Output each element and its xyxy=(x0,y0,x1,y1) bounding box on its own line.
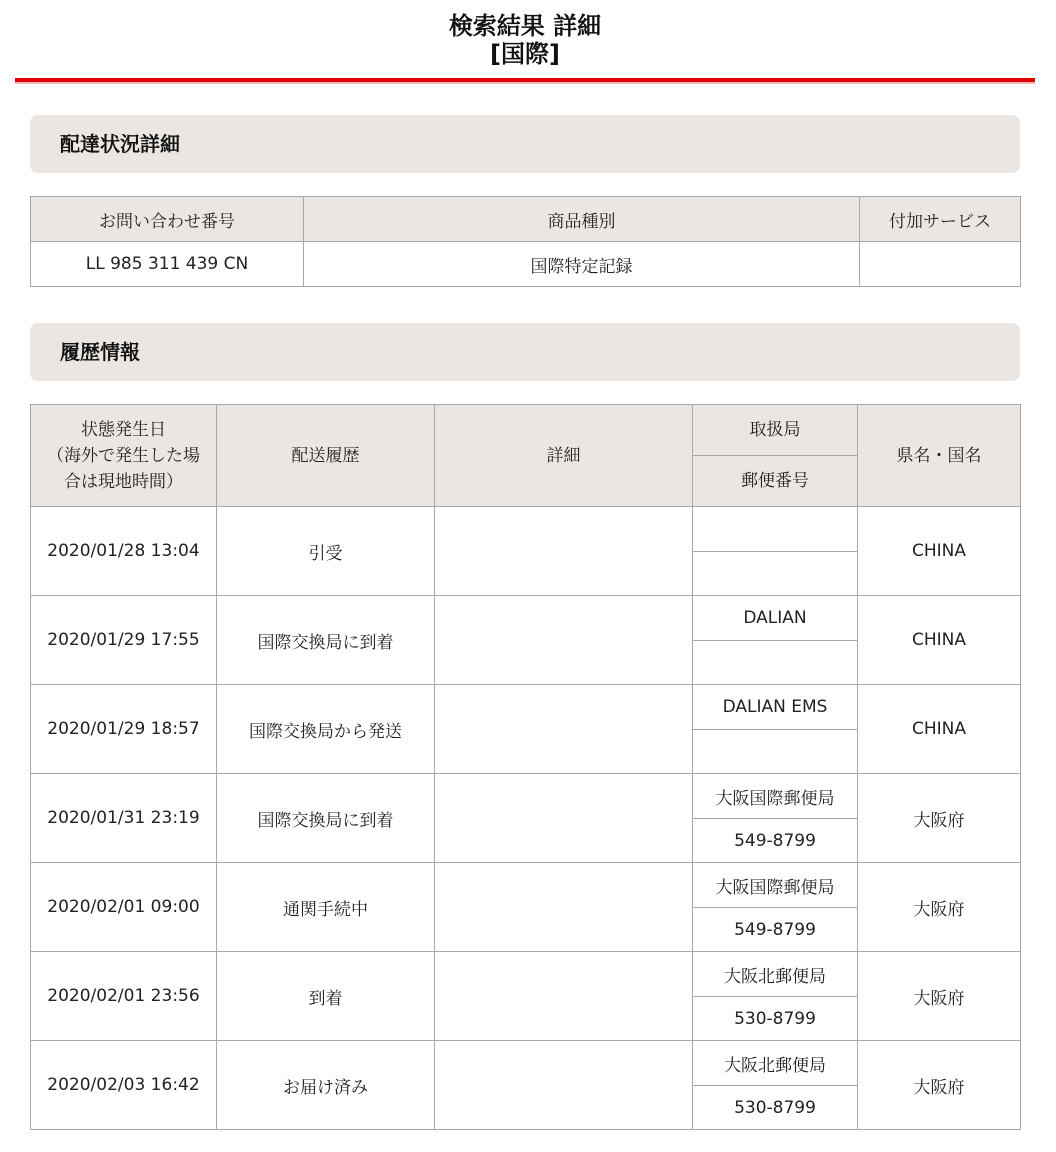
column-header-postal-code: 郵便番号 xyxy=(693,456,858,507)
delivery-detail-row xyxy=(31,242,1021,287)
history-row xyxy=(31,1041,1021,1086)
history-status: 国際交換局から発送 xyxy=(217,685,435,774)
history-date: 2020/01/29 17:55 xyxy=(31,596,217,685)
history-details xyxy=(435,685,693,774)
history-details xyxy=(435,596,693,685)
history-details xyxy=(435,507,693,596)
page-title-line2: [国際] xyxy=(490,40,560,68)
history-date: 2020/01/31 23:19 xyxy=(31,774,217,863)
history-office: 大阪国際郵便局 xyxy=(693,863,858,908)
column-header-history: 配送履歴 xyxy=(217,405,435,507)
history-status: 通関手続中 xyxy=(217,863,435,952)
column-header-date: 状態発生日 （海外で発生した場 合は現地時間） xyxy=(31,405,217,507)
history-region: CHINA xyxy=(858,596,1021,685)
page-title-line1: 検索結果 詳細 xyxy=(448,12,602,40)
history-office: 大阪北郵便局 xyxy=(693,1041,858,1086)
header-divider-shadow xyxy=(15,82,1035,84)
column-header-office: 取扱局 xyxy=(693,405,858,456)
history-postal-code: 549-8799 xyxy=(693,908,858,952)
tracking-number: LL 985 311 439 CN xyxy=(31,242,304,287)
history-postal-code xyxy=(693,552,858,596)
column-header-additional-service: 付加サービス xyxy=(860,197,1021,242)
history-office: 大阪北郵便局 xyxy=(693,952,858,997)
history-row xyxy=(31,685,1021,730)
history-postal-code: 530-8799 xyxy=(693,997,858,1041)
column-header-details: 詳細 xyxy=(435,405,693,507)
column-header-region: 県名・国名 xyxy=(858,405,1021,507)
product-type: 国際特定記録 xyxy=(304,242,860,287)
history-office xyxy=(693,507,858,552)
history-row xyxy=(31,952,1021,997)
history-row xyxy=(31,863,1021,908)
history-postal-code xyxy=(693,730,858,774)
history-region: CHINA xyxy=(858,685,1021,774)
history-status: 到着 xyxy=(217,952,435,1041)
history-row xyxy=(31,507,1021,552)
history-region: 大阪府 xyxy=(858,863,1021,952)
history-date: 2020/01/29 18:57 xyxy=(31,685,217,774)
history-date: 2020/02/01 23:56 xyxy=(31,952,217,1041)
history-status: 国際交換局に到着 xyxy=(217,596,435,685)
delivery-detail-table xyxy=(30,196,1021,287)
delivery-detail-header-row xyxy=(31,197,1021,242)
history-status: 国際交換局に到着 xyxy=(217,774,435,863)
history-region: 大阪府 xyxy=(858,1041,1021,1130)
history-details xyxy=(435,863,693,952)
history-table xyxy=(30,404,1021,1130)
additional-service xyxy=(860,242,1021,287)
delivery-status-heading: 配達状況詳細 xyxy=(30,115,1020,173)
page-title xyxy=(15,12,1035,68)
history-details xyxy=(435,1041,693,1130)
history-details xyxy=(435,774,693,863)
history-postal-code: 549-8799 xyxy=(693,819,858,863)
history-postal-code: 530-8799 xyxy=(693,1086,858,1130)
history-date: 2020/02/03 16:42 xyxy=(31,1041,217,1130)
column-header-tracking-number: お問い合わせ番号 xyxy=(31,197,304,242)
history-date: 2020/02/01 09:00 xyxy=(31,863,217,952)
history-info-heading: 履歴情報 xyxy=(30,323,1020,381)
history-region: 大阪府 xyxy=(858,952,1021,1041)
history-row xyxy=(31,596,1021,641)
history-region: CHINA xyxy=(858,507,1021,596)
history-status: 引受 xyxy=(217,507,435,596)
history-row xyxy=(31,774,1021,819)
history-office: DALIAN EMS xyxy=(693,685,858,730)
page-header xyxy=(15,0,1035,86)
history-region: 大阪府 xyxy=(858,774,1021,863)
history-date: 2020/01/28 13:04 xyxy=(31,507,217,596)
history-office: 大阪国際郵便局 xyxy=(693,774,858,819)
history-status: お届け済み xyxy=(217,1041,435,1130)
history-postal-code xyxy=(693,641,858,685)
column-header-product-type: 商品種別 xyxy=(304,197,860,242)
history-header-row xyxy=(31,405,1021,456)
history-office: DALIAN xyxy=(693,596,858,641)
history-details xyxy=(435,952,693,1041)
